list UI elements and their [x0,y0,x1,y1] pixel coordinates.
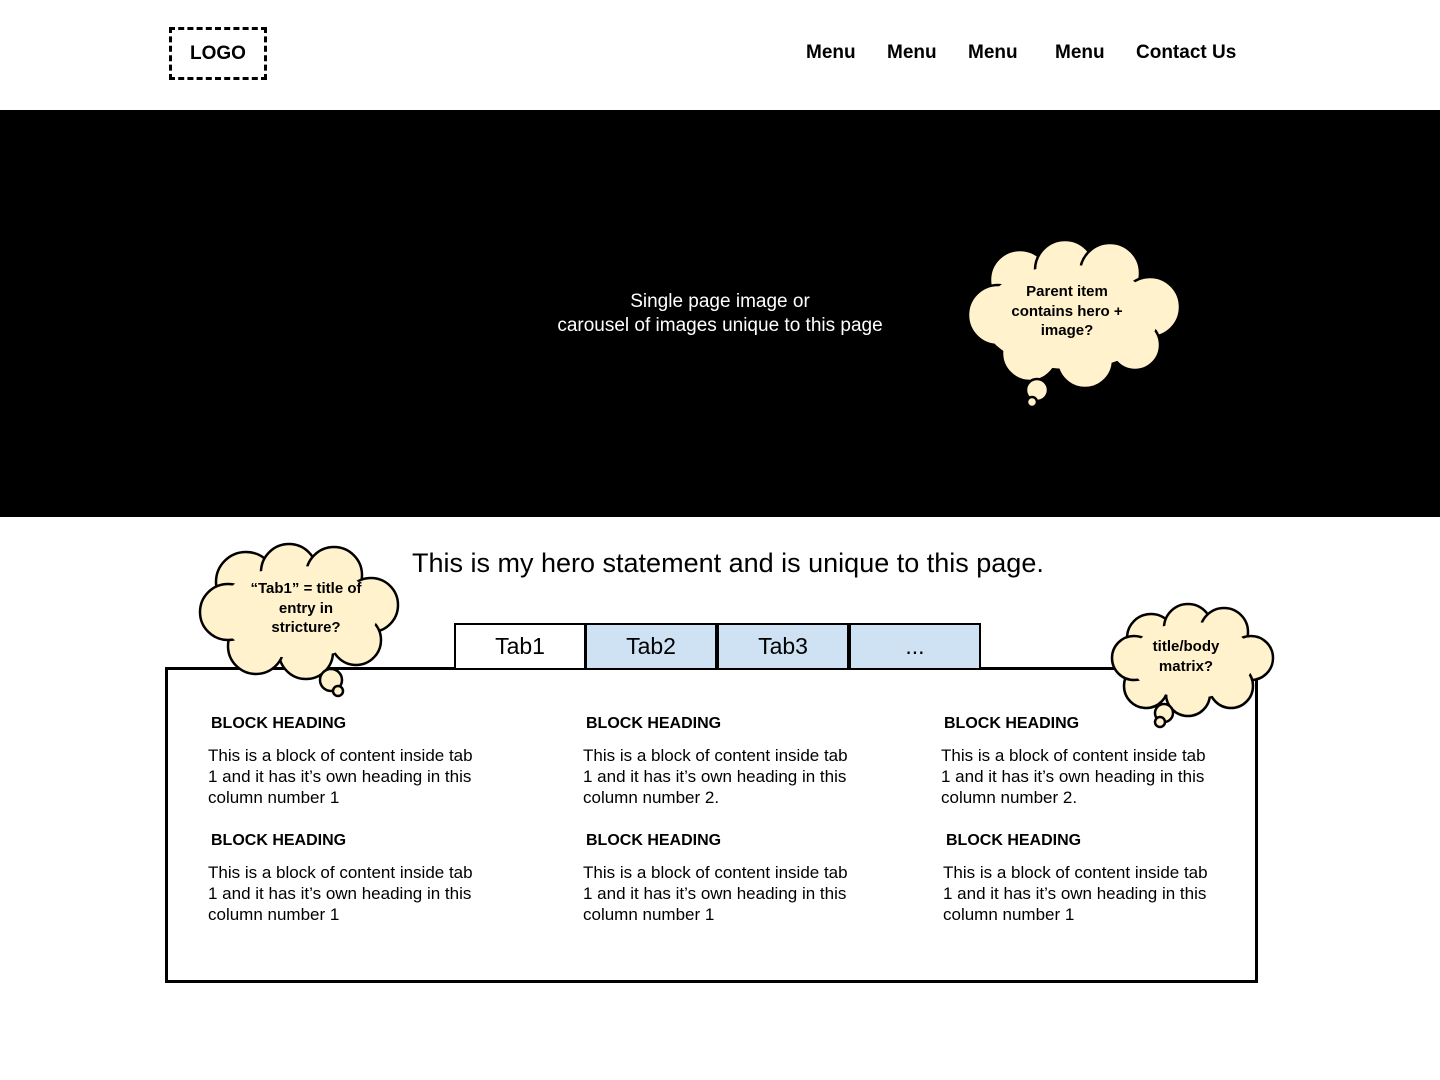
nav-menu-2[interactable]: Menu [887,42,937,63]
block-heading-4: BLOCK HEADING [211,832,347,849]
hero-line-1: Single page image or [630,291,810,312]
tab-3[interactable]: Tab3 [717,623,849,668]
nav-menu-4[interactable]: Menu [1055,42,1105,63]
block-heading-5: BLOCK HEADING [586,832,722,849]
tab-more[interactable]: ... [849,623,981,668]
tab-1[interactable]: Tab1 [454,623,586,668]
block-body-4: This is a block of content inside tab 1 and it has it’s own heading in this column number 1 [208,863,473,924]
annotation-hero: Parent item contains hero + image? [1011,283,1123,339]
hero-image-area [0,110,1440,517]
block-body-5: This is a block of content inside tab 1 and it has it’s own heading in this column number 1 [583,863,848,924]
block-heading-6: BLOCK HEADING [946,832,1082,849]
block-heading-2: BLOCK HEADING [586,715,722,732]
block-body-3: This is a block of content inside tab 1 and it has it’s own heading in this column number 2. [941,746,1206,807]
hero-placeholder-text [520,290,920,338]
hero-line-2: carousel of images unique to this page [557,315,883,336]
block-body-2: This is a block of content inside tab 1 and it has it’s own heading in this column number 2. [583,746,848,807]
tab-2[interactable]: Tab2 [585,623,717,668]
hero-statement: This is my hero statement and is unique to this page. [412,548,1044,578]
block-heading-3: BLOCK HEADING [944,715,1080,732]
annotation-tab: “Tab1” = title of entry in stricture? [250,580,362,636]
annotation-matrix: title/body matrix? [1152,638,1220,675]
logo[interactable]: LOGO [169,27,267,80]
nav-menu-1[interactable]: Menu [806,42,856,63]
block-body-6: This is a block of content inside tab 1 and it has it’s own heading in this column number 1 [943,863,1208,924]
nav-menu-3[interactable]: Menu [968,42,1018,63]
nav-contact-us[interactable]: Contact Us [1136,42,1237,63]
block-body-1: This is a block of content inside tab 1 and it has it’s own heading in this column number 1 [208,746,473,807]
block-heading-1: BLOCK HEADING [211,715,347,732]
